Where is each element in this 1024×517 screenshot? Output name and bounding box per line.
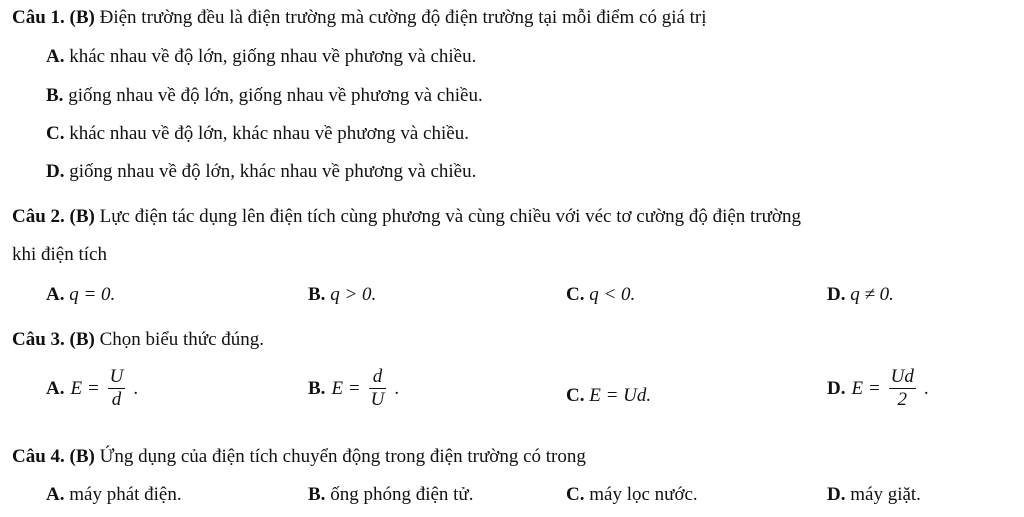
question-3-option-d[interactable]	[827, 366, 929, 411]
option-label: C.	[566, 284, 585, 305]
question-2-stem	[12, 205, 801, 229]
option-text: giống nhau về độ lớn, khác nhau về phương và chiều.	[69, 161, 477, 182]
option-text: máy lọc nước.	[589, 484, 698, 505]
option-label: A.	[46, 284, 65, 305]
fraction-numerator: U	[109, 366, 124, 387]
option-text: q < 0.	[589, 284, 636, 305]
option-text: E = Ud.	[589, 385, 652, 406]
option-label: D.	[827, 484, 846, 505]
question-3-stem	[12, 328, 264, 352]
option-label: A.	[46, 46, 65, 67]
fraction-numerator: Ud	[890, 366, 914, 387]
question-4-option-a[interactable]	[46, 483, 182, 507]
question-3-option-b[interactable]	[308, 366, 399, 411]
equation-lhs: E =	[331, 377, 361, 399]
question-2-option-a[interactable]	[46, 283, 115, 307]
question-3-text: Chọn biểu thức đúng.	[99, 329, 265, 350]
option-text: máy giặt.	[850, 484, 921, 505]
option-text: q ≠ 0.	[850, 284, 894, 305]
question-1-stem	[12, 6, 707, 30]
question-3-number: Câu 3.	[12, 329, 65, 350]
question-4-option-c[interactable]	[566, 483, 698, 507]
option-text: máy phát điện.	[69, 484, 182, 505]
fraction-denominator: d	[108, 388, 126, 411]
question-1-option-a[interactable]	[46, 45, 476, 69]
question-2-option-c[interactable]	[566, 283, 635, 307]
question-1-option-d[interactable]	[46, 160, 476, 184]
fraction	[108, 366, 126, 411]
fraction-denominator: U	[370, 389, 385, 410]
option-text: khác nhau về độ lớn, giống nhau về phương và chiều.	[69, 46, 477, 67]
option-label: B.	[308, 284, 326, 305]
option-label: A.	[46, 484, 65, 505]
question-2-option-b[interactable]	[308, 283, 376, 307]
option-label: C.	[46, 123, 65, 144]
question-3-option-a[interactable]	[46, 366, 138, 411]
option-text: q > 0.	[330, 284, 377, 305]
question-4-text: Ứng dụng của điện tích chuyển động trong điện trường có trong	[99, 446, 586, 467]
fraction-denominator: 2	[889, 388, 916, 411]
equation-tail: .	[133, 377, 139, 399]
question-4-level: (B)	[69, 446, 95, 467]
option-label: D.	[46, 161, 65, 182]
option-label: B.	[308, 484, 326, 505]
question-4-option-d[interactable]	[827, 483, 921, 507]
equation-lhs: E =	[70, 377, 100, 399]
question-3-level: (B)	[69, 329, 95, 350]
option-text: khác nhau về độ lớn, khác nhau về phương và chiều.	[69, 123, 469, 144]
question-1-number: Câu 1.	[12, 7, 65, 28]
question-4-option-b[interactable]	[308, 483, 473, 507]
question-2-text-line1: Lực điện tác dụng lên điện tích cùng phương và cùng chiều với véc tơ cường độ điện trường	[99, 206, 801, 227]
question-3-option-c[interactable]	[566, 384, 651, 408]
equation-tail: .	[394, 377, 400, 399]
question-1-option-b[interactable]	[46, 84, 483, 108]
question-2-level: (B)	[69, 206, 95, 227]
option-label: D.	[827, 377, 846, 399]
option-text: q = 0.	[69, 284, 116, 305]
option-text: ống phóng điện tử.	[330, 484, 474, 505]
fraction-numerator: d	[372, 366, 383, 387]
fraction	[369, 366, 387, 411]
question-2-option-d[interactable]	[827, 283, 894, 307]
equation-tail: .	[923, 377, 929, 399]
option-label: C.	[566, 385, 585, 406]
question-2-text-line2: khi điện tích	[12, 244, 107, 265]
question-4-number: Câu 4.	[12, 446, 65, 467]
option-label: B.	[46, 85, 64, 106]
question-4-stem	[12, 445, 586, 469]
option-label: B.	[308, 377, 326, 399]
question-2-number: Câu 2.	[12, 206, 65, 227]
option-text: giống nhau về độ lớn, giống nhau về phương và chiều.	[68, 85, 483, 106]
fraction	[889, 366, 916, 411]
option-label: C.	[566, 484, 585, 505]
option-label: A.	[46, 377, 65, 399]
question-1-text: Điện trường đều là điện trường mà cường độ điện trường tại mỗi điểm có giá trị	[99, 7, 707, 28]
question-1-option-c[interactable]	[46, 122, 469, 146]
option-label: D.	[827, 284, 846, 305]
question-1-level: (B)	[69, 7, 95, 28]
equation-lhs: E =	[851, 377, 881, 399]
